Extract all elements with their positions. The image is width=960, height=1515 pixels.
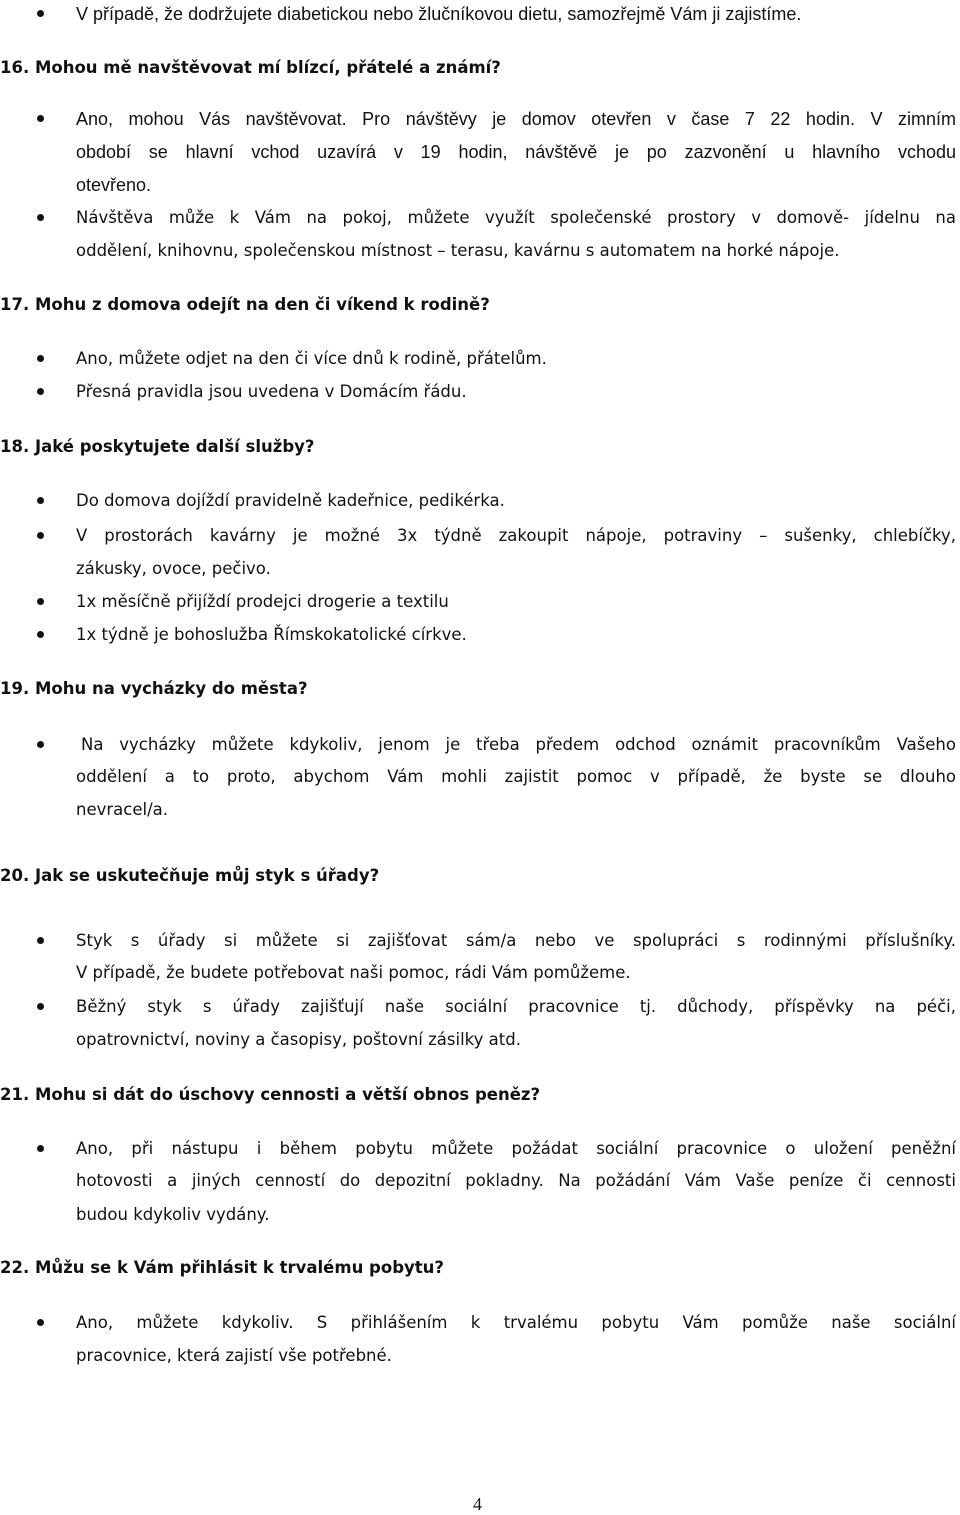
question-heading: 17. Mohu z domova odejít na den či víkend k rodině? (0, 295, 490, 314)
bullet (37, 598, 44, 605)
bullet (37, 741, 44, 748)
paragraph-line: Do domova dojíždí pravidelně kadeřnice, pedikérka. (76, 491, 505, 510)
question-heading: 19. Mohu na vycházky do města? (0, 679, 308, 698)
paragraph-line: Ano, mohou Vás navštěvovat. Pro návštěvy je domov otevřen v čase 7 22 hodin. V zimním (76, 109, 956, 129)
bullet (37, 115, 44, 122)
paragraph-line: budou kdykoliv vydány. (76, 1205, 270, 1224)
paragraph-line: V případě, že budete potřebovat naši pomoc, rádi Vám pomůžeme. (76, 963, 631, 982)
bullet (37, 1003, 44, 1010)
paragraph-line: Ano, můžete kdykoliv. S přihlášením k trvalému pobytu Vám pomůže naše sociální (76, 1313, 956, 1332)
question-heading: 20. Jak se uskutečňuje můj styk s úřady? (0, 866, 380, 885)
paragraph-line: otevřeno. (76, 175, 152, 195)
paragraph-line: oddělení, knihovnu, společenskou místnost – terasu, kavárnu s automatem na horké nápoje. (76, 241, 840, 260)
paragraph-line: pracovnice, která zajistí vše potřebné. (76, 1346, 392, 1365)
bullet (37, 1319, 44, 1326)
bullet (37, 631, 44, 638)
paragraph-line: 1x týdně je bohoslužba Římskokatolické církve. (76, 625, 467, 644)
paragraph-line: oddělení a to proto, abychom Vám mohli zajistit pomoc v případě, že byste se dlouho (76, 767, 956, 786)
bullet (37, 214, 44, 221)
question-heading: 22. Můžu se k Vám přihlásit k trvalému pobytu? (0, 1258, 444, 1277)
bullet (37, 10, 44, 17)
paragraph-line: 1x měsíčně přijíždí prodejci drogerie a textilu (76, 592, 449, 611)
paragraph-line: opatrovnictví, noviny a časopisy, poštovní zásilky atd. (76, 1030, 521, 1049)
paragraph-line: nevracel/a. (76, 800, 168, 819)
bullet (37, 532, 44, 539)
paragraph-line: zákusky, ovoce, pečivo. (76, 559, 271, 578)
page-number: 4 (473, 1494, 482, 1514)
bullet (37, 937, 44, 944)
question-heading: 21. Mohu si dát do úschovy cennosti a větší obnos peněz? (0, 1085, 541, 1104)
paragraph-line: V případě, že dodržujete diabetickou nebo žlučníkovou dietu, samozřejmě Vám ji zajistíme. (76, 4, 802, 24)
question-heading: 18. Jaké poskytujete další služby? (0, 437, 315, 456)
paragraph-line: Styk s úřady si můžete si zajišťovat sám/a nebo ve spolupráci s rodinnými příslušníky. (76, 931, 956, 950)
bullet (37, 1145, 44, 1152)
paragraph-line: hotovosti a jiných cenností do depozitní pokladny. Na požádání Vám Vaše peníze či cennosti (76, 1171, 956, 1190)
question-heading: 16. Mohou mě navštěvovat mí blízcí, přátelé a známí? (0, 58, 501, 77)
paragraph-line: V prostorách kavárny je možné 3x týdně zakoupit nápoje, potraviny – sušenky, chlebíčky, (76, 526, 956, 545)
paragraph-line: období se hlavní vchod uzavírá v 19 hodin, návštěvě je po zazvonění u hlavního vchodu (76, 142, 956, 162)
paragraph-line: Ano, můžete odjet na den či více dnů k rodině, přátelům. (76, 349, 547, 368)
paragraph-line: Návštěva může k Vám na pokoj, můžete využít společenské prostory v domově- jídelnu na (76, 208, 956, 227)
paragraph-line: Přesná pravidla jsou uvedena v Domácím řádu. (76, 382, 467, 401)
bullet (37, 388, 44, 395)
paragraph-line: Na vycházky můžete kdykoliv, jenom je třeba předem odchod oznámit pracovníkům Vašeho (81, 735, 956, 754)
bullet (37, 355, 44, 362)
bullet (37, 497, 44, 504)
paragraph-line: Ano, při nástupu i během pobytu můžete požádat sociální pracovnice o uložení peněžní (76, 1139, 956, 1158)
paragraph-line: Běžný styk s úřady zajišťují naše sociální pracovnice tj. důchody, příspěvky na péči, (76, 997, 956, 1016)
